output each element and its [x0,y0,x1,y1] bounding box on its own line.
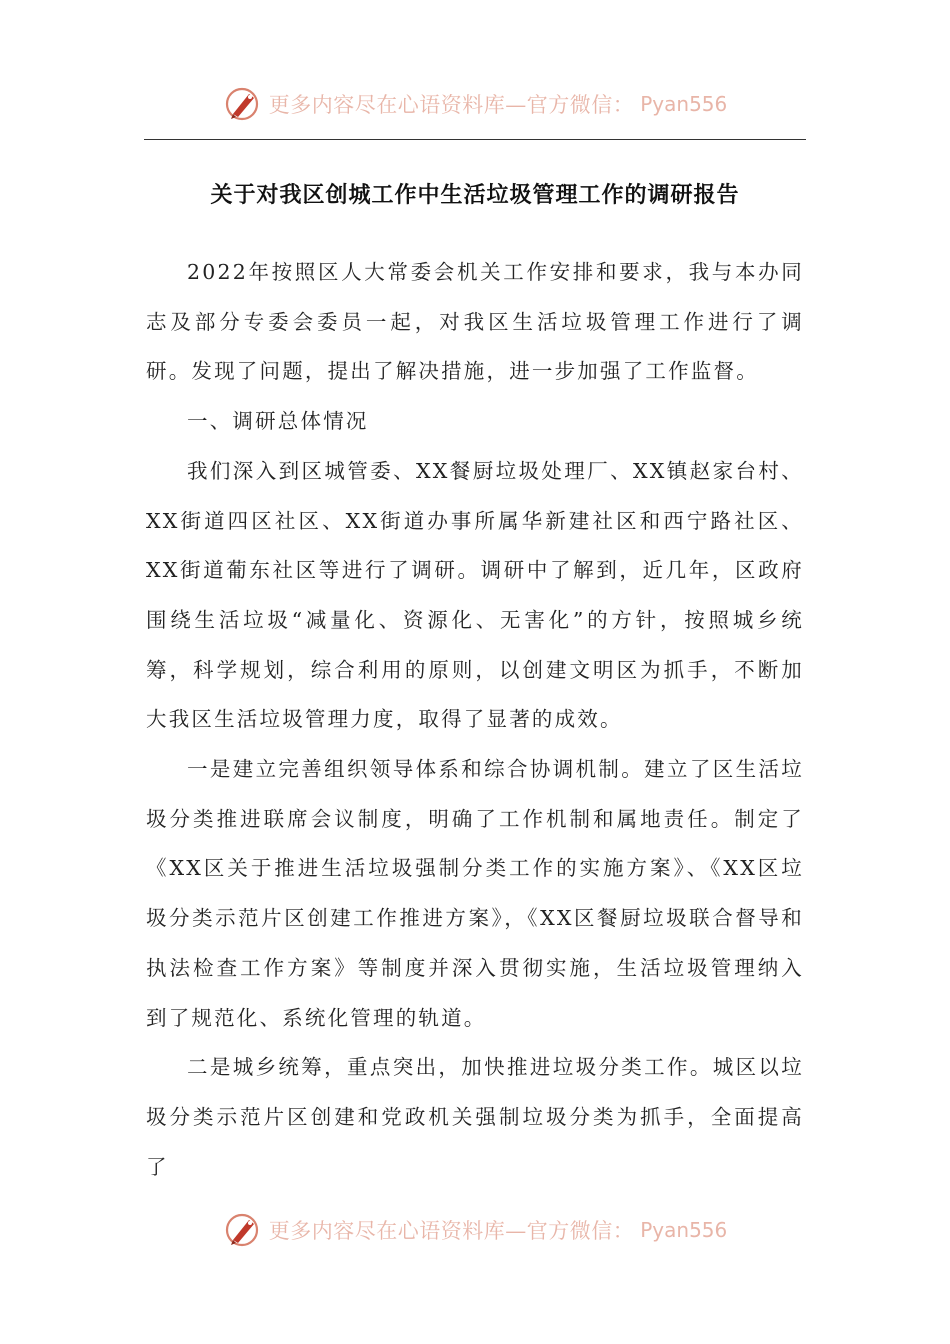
header-divider [144,139,806,140]
pen-nib-logo-icon [223,1210,263,1250]
watermark-wechat-id: Pyan556 [640,1218,728,1242]
paragraph-point-one: 一是建立完善组织领导体系和综合协调机制。建立了区生活垃圾分类推进联席会议制度，明确了工作机制和属地责任。制定了《XX区关于推进生活垃圾强制分类工作的实施方案》、《XX区垃圾分类示范片区创建工作推进方案》，《XX区餐厨垃圾联合督导和执法检查工作方案》等制度并深入贯彻实施，生活垃圾管理纳入到了规范化、系统化管理的轨道。 [146,757,804,1030]
footer-watermark [0,1208,950,1252]
paragraph-survey-scope: 我们深入到区城管委、XX餐厨垃圾处理厂、XX镇赵家台村、XX街道四区社区、XX街道办事所属华新建社区和西宁路社区、XX街道葡东社区等进行了调研。调研中了解到，近几年，区政府围绕生活垃圾“减量化、资源化、无害化”的方针，按照城乡统筹，科学规划，综合利用的原则，以创建文明区为抓手，不断加大我区生活垃圾管理力度，取得了显著的成效。 [146,458,804,732]
watermark-text: 更多内容尽在心语资料库—官方微信： [268,1219,635,1243]
watermark-text: 更多内容尽在心语资料库—官方微信： [268,93,635,117]
document-body [146,248,804,1192]
paragraph-point-two: 二是城乡统筹，重点突出，加快推进垃圾分类工作。城区以垃圾分类示范片区创建和党政机关强制垃圾分类为抓手，全面提高了 [146,1055,804,1179]
paragraph-intro: 2022年按照区人大常委会机关工作安排和要求，我与本办同志及部分专委会委员一起，对我区生活垃圾管理工作进行了调研。发现了问题，提出了解决措施，进一步加强了工作监督。 [146,260,804,384]
pen-nib-logo-icon [223,84,263,124]
section-heading-overview: 一、调研总体情况 [187,409,369,434]
header-watermark [0,82,950,126]
document-title: 关于对我区创城工作中生活垃圾管理工作的调研报告 [210,183,740,208]
watermark-wechat-id: Pyan556 [640,92,728,116]
